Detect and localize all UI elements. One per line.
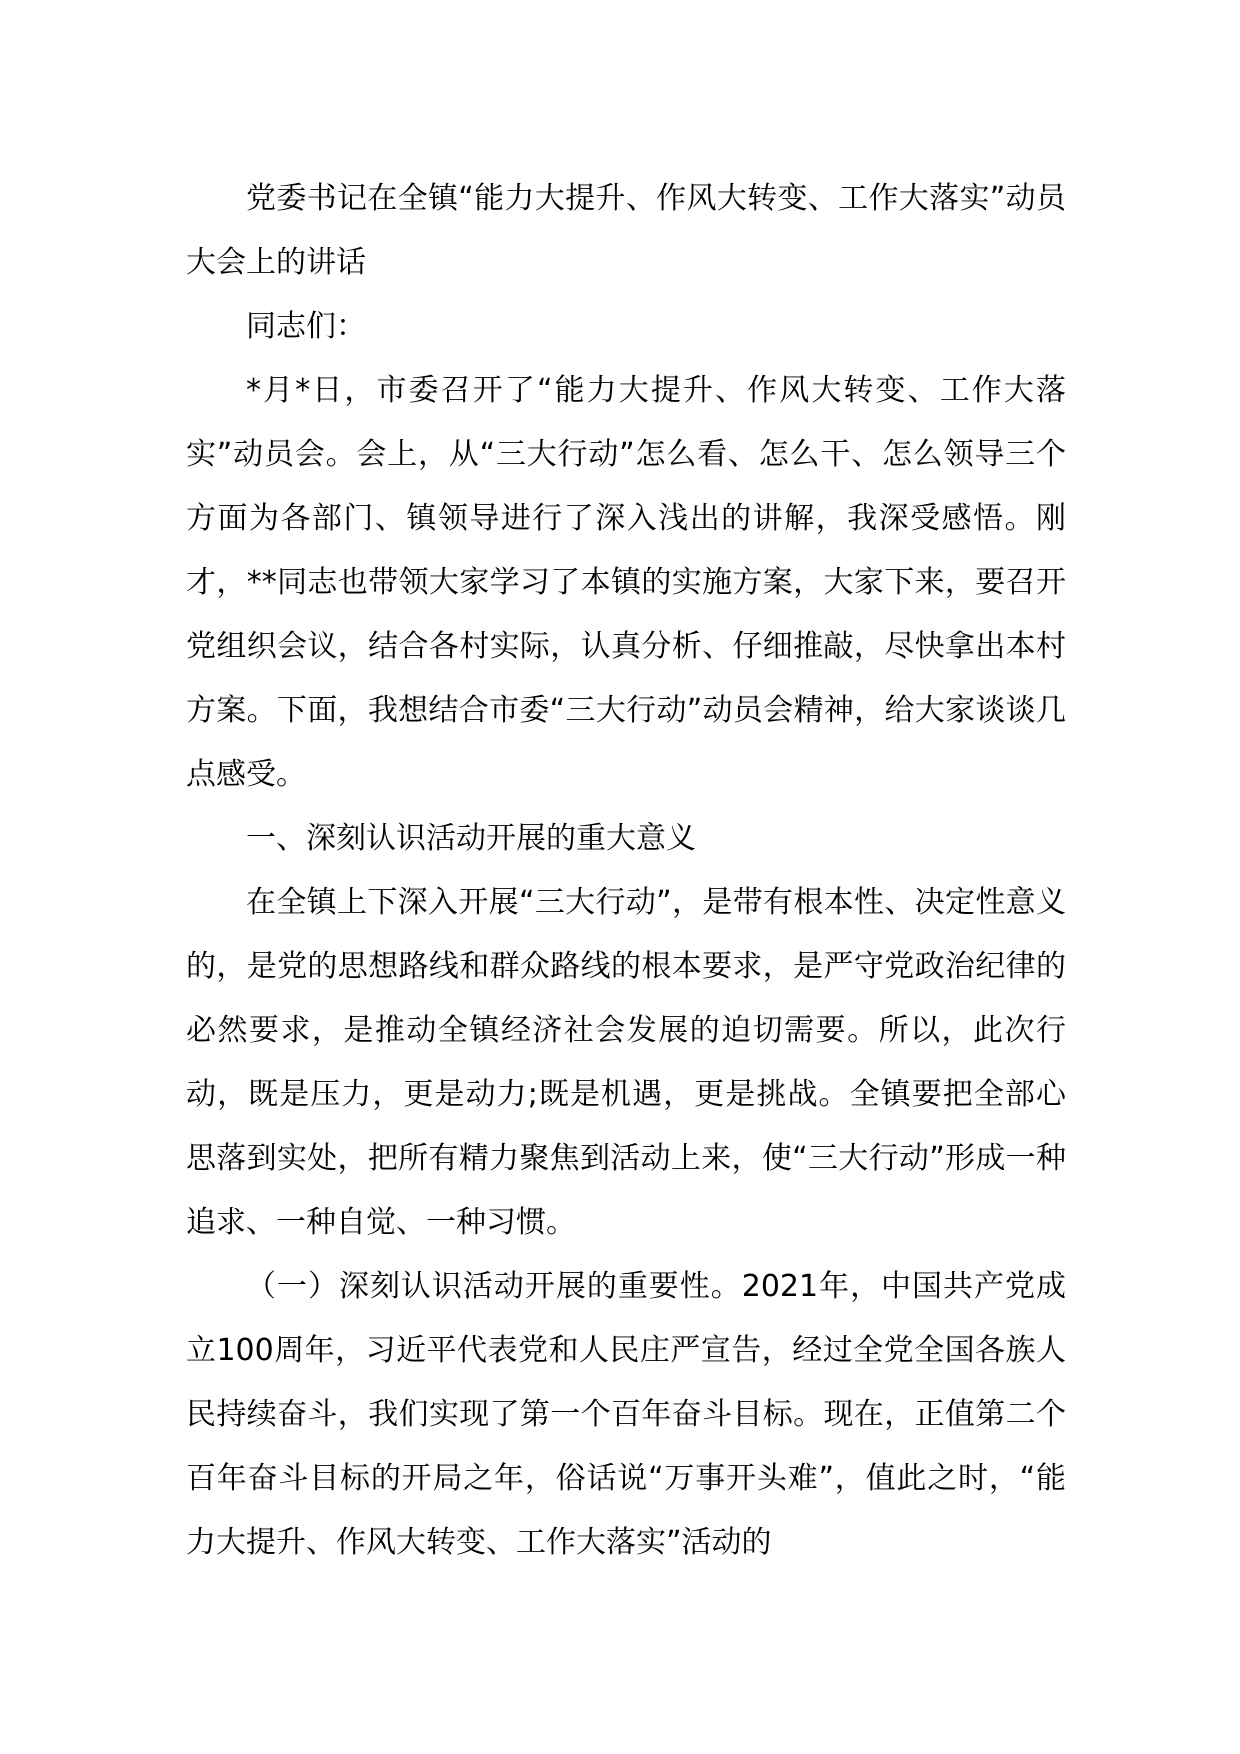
paragraph-importance: （一）深刻认识活动开展的重要性。2021年，中国共产党成立100周年，习近平代表党和人民庄严宣告，经过全党全国各族人民持续奋斗，我们实现了第一个百年奋斗目标。现在，正值第二个百年奋斗目标的开局之年，俗话说“万事开头难”，值此之时，“能力大提升、作风大转变、工作大落实”活动的 bbox=[186, 1269, 1066, 1560]
document-title: 党委书记在全镇“能力大提升、作风大转变、工作大落实”动员大会上的讲话 bbox=[186, 181, 1066, 280]
document-body bbox=[186, 167, 1066, 1575]
paragraph-significance: 在全镇上下深入开展“三大行动”，是带有根本性、决定性意义的，是党的思想路线和群众路线的根本要求，是严守党政治纪律的必然要求，是推动全镇经济社会发展的迫切需要。所以，此次行动，既是压力，更是动力;既是机遇，更是挑战。全镇要把全部心思落到实处，把所有精力聚焦到活动上来，使“三大行动”形成一种追求、一种自觉、一种习惯。 bbox=[186, 885, 1066, 1240]
paragraph-opening: *月*日，市委召开了“能力大提升、作风大转变、工作大落实”动员会。会上，从“三大行动”怎么看、怎么干、怎么领导三个方面为各部门、镇领导进行了深入浅出的讲解，我深受感悟。刚才，**同志也带领大家学习了本镇的实施方案，大家下来，要召开党组织会议，结合各村实际，认真分析、仔细推敲，尽快拿出本村方案。下面，我想结合市委“三大行动”动员会精神，给大家谈谈几点感受。 bbox=[186, 373, 1066, 792]
salutation: 同志们： bbox=[246, 309, 366, 344]
section-heading-1: 一、深刻认识活动开展的重大意义 bbox=[246, 821, 696, 856]
